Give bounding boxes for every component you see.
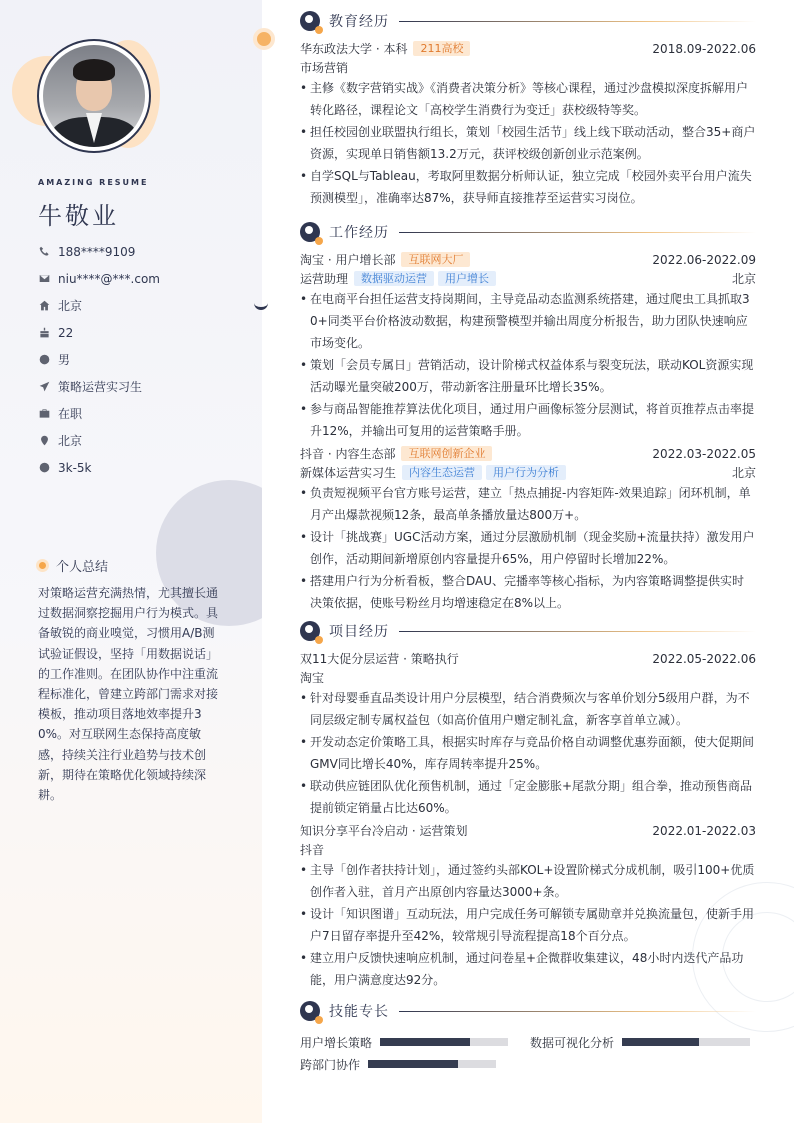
skill-label: 跨部门协作 — [300, 1057, 361, 1072]
location-value: 北京 — [58, 434, 83, 448]
role-row — [300, 269, 756, 287]
list-item: • 针对母婴垂直品类设计用户分层模型，结合消费频次与客单价划分5级用户群，为不同层级定制专属权益包（如高价值用户赠定制礼盒，新客享首单立减）。 — [300, 687, 756, 731]
decorative-circle — [253, 28, 275, 50]
section-icon — [300, 11, 320, 31]
list-item: • 主导「创作者扶持计划」，通过签约头部KOL+设置阶梯式分成机制，吸引100+优质创作者入驻，首月产出原创内容量达3000+条。 — [300, 859, 756, 903]
project-org-row — [300, 840, 756, 858]
decorative-arc — [254, 290, 268, 310]
skills-row — [300, 1053, 756, 1075]
job-row — [300, 444, 756, 463]
skills-section — [300, 1000, 756, 1075]
section-header — [300, 620, 756, 642]
sidebar — [0, 0, 262, 1123]
job-city: 北京 — [731, 465, 756, 480]
list-item: • 策划「会员专属日」营销活动，设计阶梯式权益体系与裂变玩法，联动KOL资源实现活动曝光量突破200万，带动新客注册量环比增长35%。 — [300, 354, 756, 398]
school-tag: 211高校 — [413, 41, 470, 56]
job-period: 2022.06-2022.09 — [652, 252, 756, 267]
main-content — [262, 0, 794, 1123]
job-role: 运营助理 — [300, 271, 349, 286]
project-row — [300, 649, 756, 668]
section-title: 工作经历 — [329, 225, 389, 241]
work-section — [300, 221, 756, 614]
section-divider — [399, 21, 756, 22]
skills-row — [300, 1031, 756, 1053]
list-item: • 设计「知识图谱」互动玩法，用户完成任务可解锁专属勋章并兑换流量包，使新手用户7日留存率提升至42%，较常规引导流程提高18个百分点。 — [300, 903, 756, 947]
phone-icon — [38, 246, 50, 258]
email-value: niu****@***.com — [58, 271, 160, 286]
company-name: 抖音 · 内容生态部 — [300, 447, 396, 461]
projects-section — [300, 620, 756, 991]
home-value: 北京 — [58, 299, 83, 313]
skill-bar — [368, 1060, 496, 1068]
avatar — [43, 45, 145, 147]
list-item: • 联动供应链团队优化预售机制，通过「定金膨胀+尾款分期」组合拳，推动预售商品提前锁定销量占比达60%。 — [300, 775, 756, 819]
info-age — [38, 319, 248, 346]
role-tag: 用户行为分析 — [486, 465, 566, 480]
list-item: • 开发动态定价策略工具，根据实时库存与竞品价格自动调整优惠券面额，使大促期间GMV同比增长40%，库存周转率提升25%。 — [300, 731, 756, 775]
home-icon — [38, 300, 50, 312]
skill-bar — [622, 1038, 750, 1046]
send-icon — [38, 381, 50, 393]
summary-header — [36, 556, 108, 575]
list-item: • 负责短视频平台官方账号运营，建立「热点捕捉-内容矩阵-效果追踪」闭环机制，单月产出爆款视频12条，最高单条播放量达800万+。 — [300, 482, 756, 526]
project-bullets — [300, 687, 756, 819]
summary-dot-icon — [36, 559, 49, 572]
skills-list — [300, 1031, 756, 1075]
skill-bar-fill — [622, 1038, 699, 1046]
salary-value: 3k-5k — [58, 460, 92, 475]
company-tag: 互联网创新企业 — [401, 446, 492, 461]
major-row — [300, 58, 756, 76]
skill-bar-fill — [368, 1060, 458, 1068]
skill-bar — [380, 1038, 508, 1046]
skill-label: 数据可视化分析 — [530, 1035, 615, 1050]
role-tag: 内容生态运营 — [402, 465, 482, 480]
job-bullets — [300, 482, 756, 614]
info-phone — [38, 238, 248, 265]
info-salary — [38, 454, 248, 481]
location-icon — [38, 435, 50, 447]
info-gender — [38, 346, 248, 373]
status-value: 在职 — [58, 407, 83, 421]
summary-title: 个人总结 — [56, 560, 109, 575]
section-header — [300, 221, 756, 243]
section-divider — [399, 631, 756, 632]
section-header — [300, 1000, 756, 1022]
gender-icon — [38, 354, 50, 366]
job-city: 北京 — [731, 271, 756, 286]
summary-text: 对策略运营充满热情，尤其擅长通过数据洞察挖掘用户行为模式。具备敏锐的商业嗅觉，习惯用A/B测试验证假设，坚持「用数据说话」的工作准则。在团队协作中注重流程标准化，曾建立跨部门需求对接模板，推动项目落地效率提升30%。对互联网生态保持高度敏感，持续关注行业趋势与技术创新，期待在策略优化领域持续深耕。 — [38, 586, 219, 803]
role-tag: 数据驱动运营 — [354, 271, 434, 286]
list-item: • 建立用户反馈快速响应机制，通过问卷星+企微群收集建议，48小时内迭代产品功能，用户满意度达92分。 — [300, 947, 756, 991]
project-name: 双11大促分层运营 · 策略执行 — [300, 652, 459, 666]
job-period: 2022.03-2022.05 — [652, 446, 756, 461]
job-role: 新媒体运营实习生 — [300, 465, 397, 480]
salary-icon — [38, 462, 50, 474]
section-divider — [399, 1011, 756, 1012]
company-tag: 互联网大厂 — [401, 252, 470, 267]
section-icon — [300, 1001, 320, 1021]
list-item: • 自学SQL与Tableau，考取阿里数据分析师认证，独立完成「校园外卖平台用户流失预测模型」，准确率达87%，获导师直接推荐至运营实习岗位。 — [300, 165, 756, 209]
section-title: 项目经历 — [329, 624, 389, 640]
info-position — [38, 373, 248, 400]
skill-item — [530, 1034, 750, 1051]
education-bullets — [300, 77, 756, 209]
info-status — [38, 400, 248, 427]
cake-icon — [38, 327, 50, 339]
job-bullets — [300, 288, 756, 442]
list-item: • 设计「挑战赛」UGC活动方案，通过分层激励机制（现金奖励+流量扶持）激发用户创作，活动期间新增原创内容量提升65%，用户停留时长增加22%。 — [300, 526, 756, 570]
list-item: • 担任校园创业联盟执行组长，策划「校园生活节」线上线下联动活动，整合35+商户资源，实现单日销售额13.2万元，获评校级创新创业示范案例。 — [300, 121, 756, 165]
role-tag: 用户增长 — [438, 271, 496, 286]
info-location — [38, 427, 248, 454]
phone-value: 188****9109 — [58, 244, 136, 259]
avatar-frame — [37, 39, 151, 153]
education-row — [300, 39, 756, 58]
mail-icon — [38, 273, 50, 285]
gender-value: 男 — [58, 353, 71, 367]
briefcase-icon — [38, 408, 50, 420]
education-period: 2018.09-2022.06 — [652, 41, 756, 56]
role-row — [300, 463, 756, 481]
list-item: • 参与商品智能推荐算法优化项目，通过用户画像标签分层测试，将首页推荐点击率提升12%，并输出可复用的运营策略手册。 — [300, 398, 756, 442]
skill-item — [300, 1034, 508, 1051]
project-period: 2022.05-2022.06 — [652, 651, 756, 666]
info-home — [38, 292, 248, 319]
project-name: 知识分享平台冷启动 · 运营策划 — [300, 824, 468, 838]
skill-item — [300, 1056, 496, 1073]
education-section — [300, 10, 756, 209]
school-name: 华东政法大学 · 本科 — [300, 42, 408, 56]
list-item: • 搭建用户行为分析看板，整合DAU、完播率等核心指标，为内容策略调整提供实时决策依据，使账号粉丝月均增速稳定在8%以上。 — [300, 570, 756, 614]
job-row — [300, 250, 756, 269]
section-divider — [399, 232, 756, 233]
project-bullets — [300, 859, 756, 991]
candidate-name: 牛敬业 — [38, 202, 119, 230]
section-header — [300, 10, 756, 32]
project-org-row — [300, 668, 756, 686]
resume-tagline: AMAZING RESUME — [38, 178, 149, 187]
contact-info-list — [38, 238, 248, 481]
project-period: 2022.01-2022.03 — [652, 823, 756, 838]
project-org: 抖音 — [300, 842, 325, 857]
company-name: 淘宝 · 用户增长部 — [300, 253, 396, 267]
skill-label: 用户增长策略 — [300, 1035, 373, 1050]
project-row — [300, 821, 756, 840]
list-item: • 在电商平台担任运营支持岗期间，主导竞品动态监测系统搭建，通过爬虫工具抓取30+同类平台价格波动数据，构建预警模型并输出周度分析报告，助力团队快速响应市场变化。 — [300, 288, 756, 354]
project-org: 淘宝 — [300, 670, 325, 685]
section-icon — [300, 621, 320, 641]
section-icon — [300, 222, 320, 242]
section-title: 教育经历 — [329, 14, 389, 30]
age-value: 22 — [58, 325, 74, 340]
position-value: 策略运营实习生 — [58, 380, 143, 394]
skill-bar-fill — [380, 1038, 470, 1046]
major: 市场营销 — [300, 60, 349, 75]
section-title: 技能专长 — [329, 1004, 389, 1020]
list-item: • 主修《数字营销实战》《消费者决策分析》等核心课程，通过沙盘模拟深度拆解用户转化路径，课程论文「高校学生消费行为变迁」获校级特等奖。 — [300, 77, 756, 121]
info-email — [38, 265, 248, 292]
